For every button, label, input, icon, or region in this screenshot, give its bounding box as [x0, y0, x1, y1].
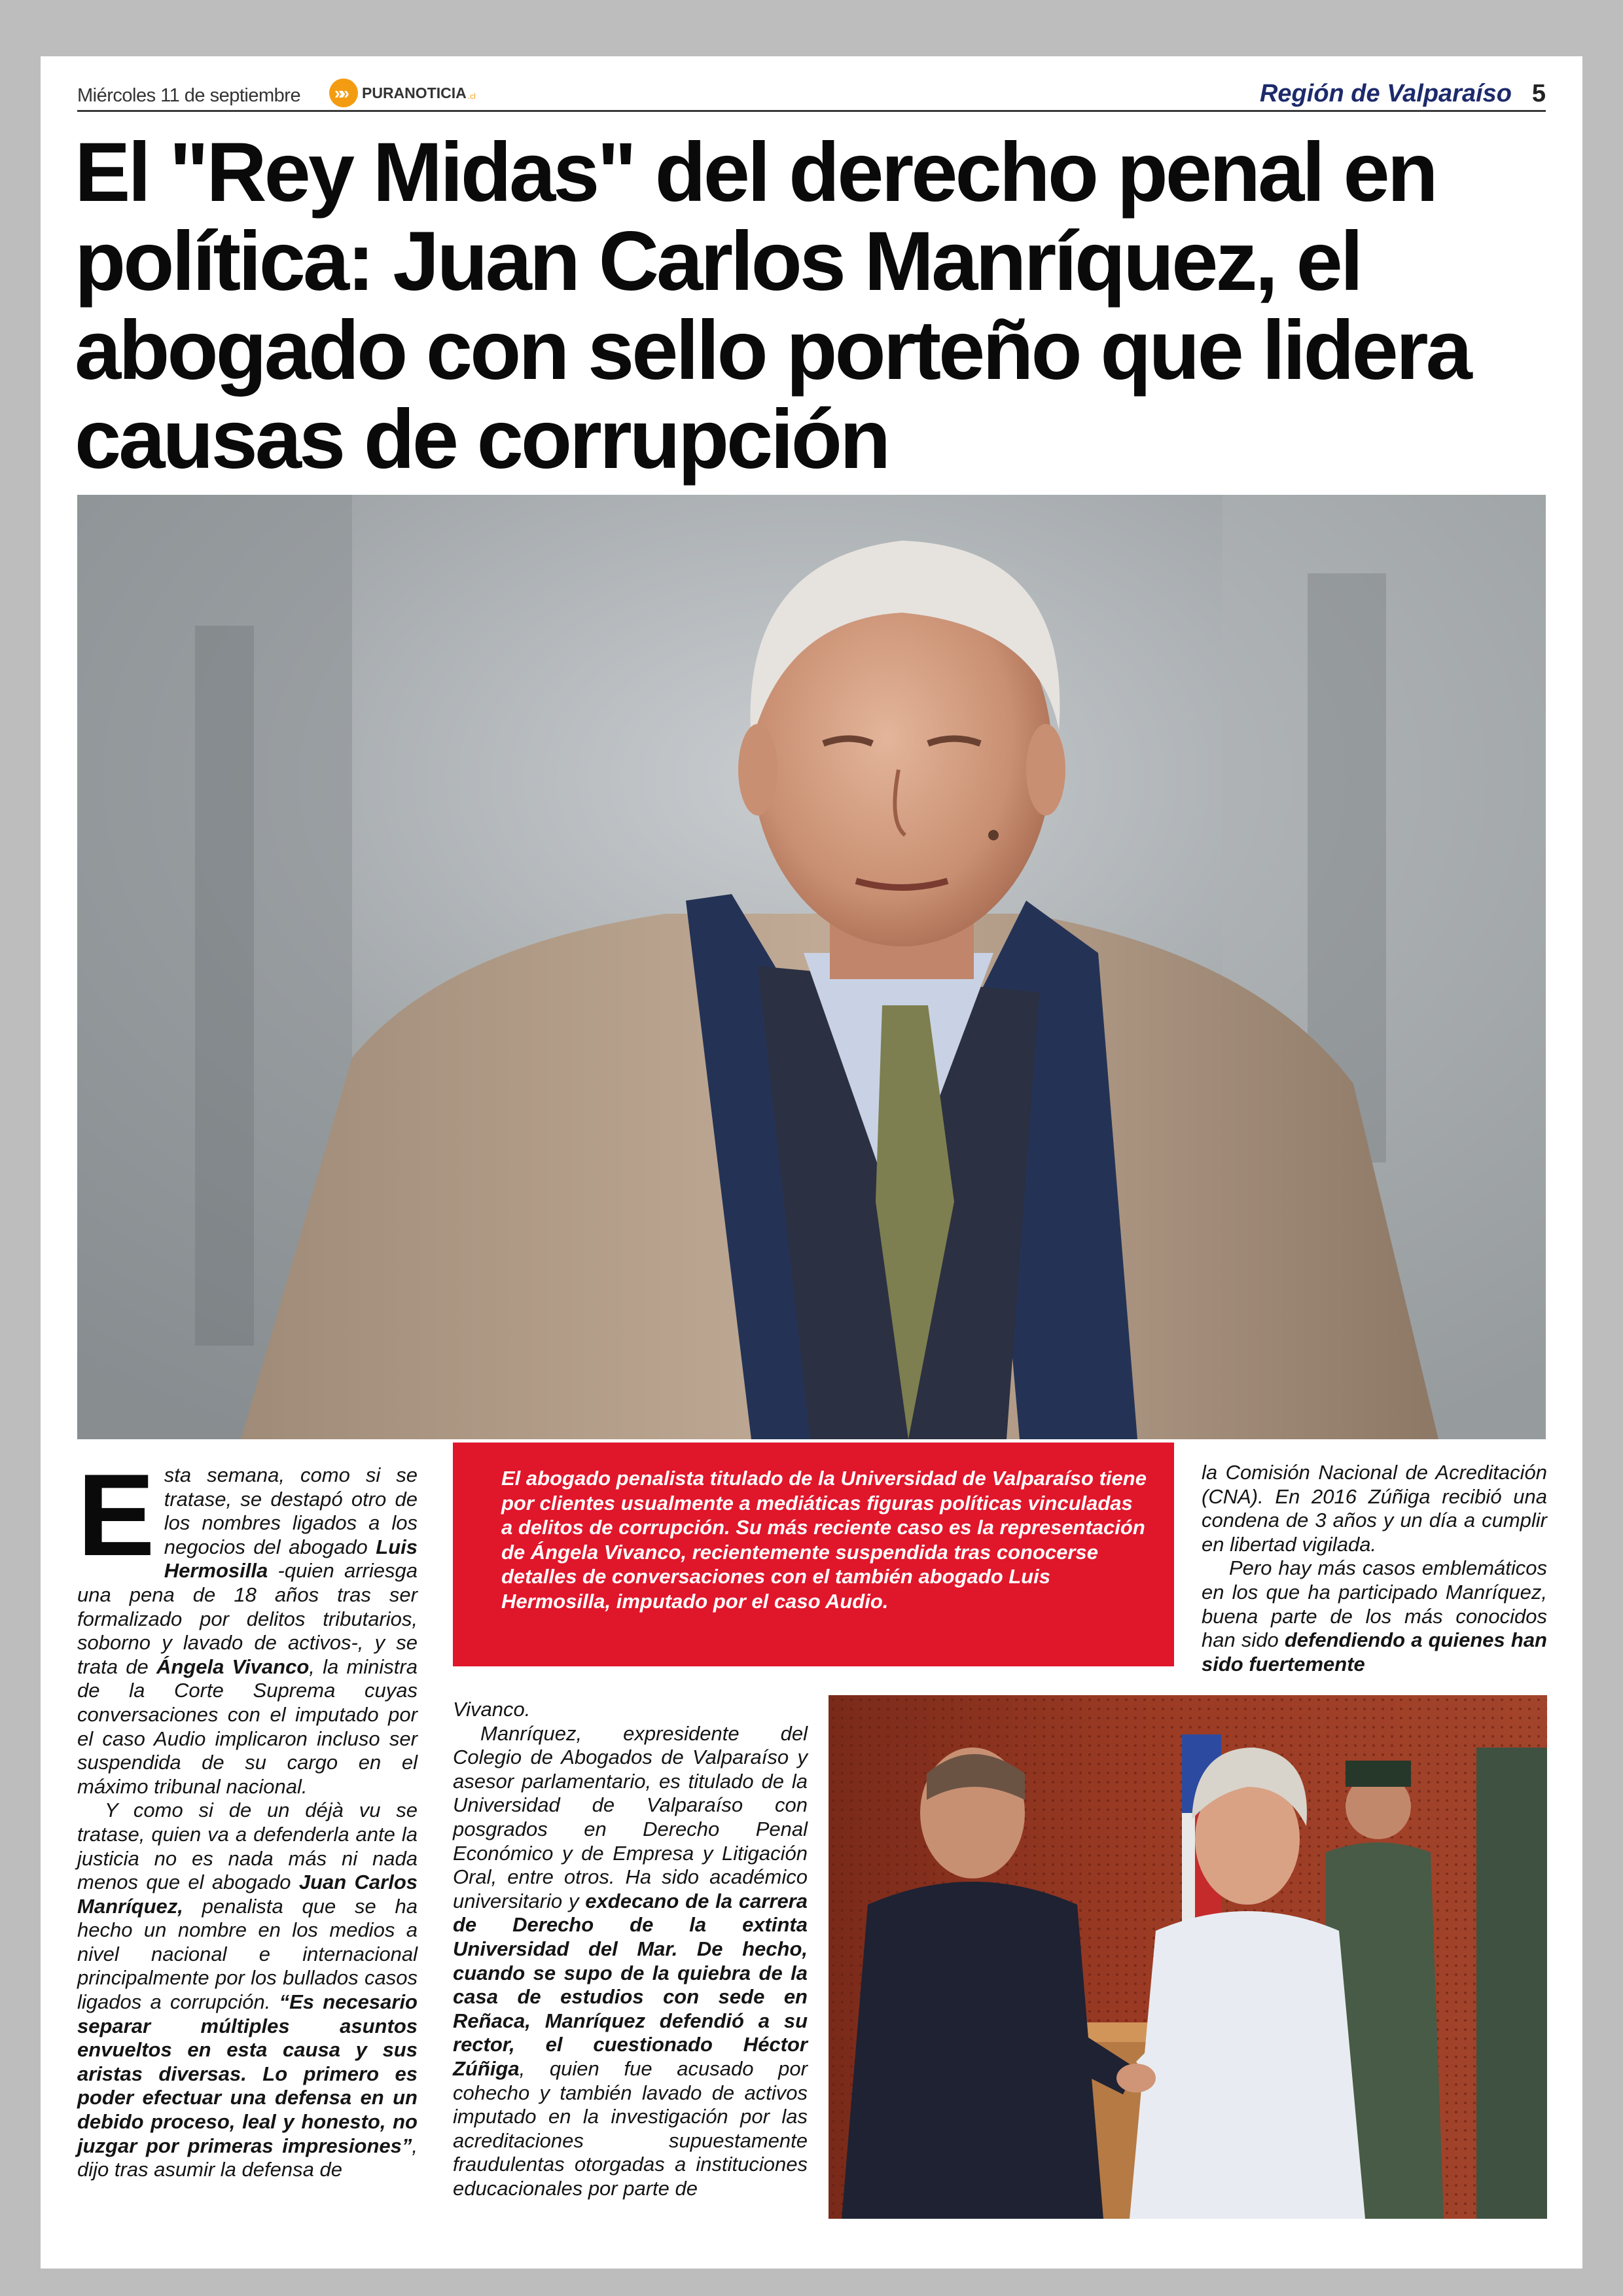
- main-photo: [77, 495, 1546, 1439]
- page-number: 5: [1531, 80, 1546, 107]
- article-column-1: [77, 1450, 418, 2182]
- person-name: Luis Hermosilla: [164, 1535, 418, 1583]
- paragraph-6: [1202, 1556, 1547, 1676]
- bold-run: exdecano de la carrera de Derecho de la extinta Universidad del Mar. De hecho, cuando se supo de la quiebra de la casa de estudios con sede en Reñaca, Manríquez defendió a su rector, el cuestionado Héctor Zúñiga: [453, 1889, 808, 2080]
- paragraph-5: la Comisión Nacional de Acreditación (CNA). En 2016 Zúñiga recibió una condena de 3 años y un día a cumplir en libertad vigilada.: [1202, 1461, 1547, 1556]
- text-run: Y como si de un déjà vu se tratase, quien va a defenderla ante la justicia no es nada más ni nada menos que el abogado: [77, 1799, 418, 1894]
- brand-tld: .cl: [467, 92, 476, 101]
- page-header: [77, 69, 1546, 112]
- paragraph-2: [77, 1799, 418, 2182]
- text-run: Manríquez, expresidente del Colegio de Abogados de Valparaíso y asesor parlamentario, es titulado de la Universidad de Valparaíso con posgrados en Derecho Penal Económico y de Empresa y Litigación Oral, entre otros. Ha sido académico universitario y: [453, 1721, 808, 1912]
- paragraph-3: Vivanco.: [453, 1698, 531, 1721]
- brand-logo: [329, 79, 476, 107]
- text-run: , dijo tras asumir la defensa de: [77, 2134, 418, 2181]
- drop-cap: E: [77, 1450, 155, 1580]
- person-name: Ángela Vivanco: [156, 1655, 310, 1678]
- section-title: Región de Valparaíso: [1259, 80, 1512, 107]
- highlight-callout: El abogado penalista titulado de la Universidad de Valparaíso tiene por clientes usualmente a mediáticas figuras políticas vinculadas a delitos de corrupción. Su más reciente caso es la representación de Ángela Vivanco, recientemente suspendida tras conocerse detalles de conversaciones con el también abogado Luis Hermosilla, imputado por el caso Audio.: [453, 1443, 1174, 1666]
- paragraph-4: [453, 1722, 808, 2201]
- issue-date: Miércoles 11 de septiembre: [77, 85, 301, 106]
- article-column-2: [453, 1698, 808, 2200]
- text-run: Pero hay más casos emblemáticos en los que ha participado Manríquez, buena parte de los más conocidos han sido: [1202, 1556, 1547, 1652]
- handshake-photo: [829, 1695, 1547, 2219]
- text-run: sta semana, como si se tratase, se destapó otro de los nombres ligados a los negocios del abogado: [164, 1463, 418, 1558]
- text-run: , la ministra de la Corte Suprema cuyas conversaciones con el imputado por el caso Audio implicaron incluso ser suspendida de su cargo en el máximo tribunal nacional.: [77, 1655, 418, 1798]
- headline: El "Rey Midas" del derecho penal en política: Juan Carlos Manríquez, el abogado con sello porteño que lidera causas de corrupción: [75, 126, 1470, 486]
- text-run: , quien fue acusado por cohecho y también lavado de activos imputado en la investigación por las acreditaciones supuestamente fraudulentas otorgadas a instituciones educacionales por parte de: [453, 2056, 808, 2200]
- brand-name: PURANOTICIA: [362, 84, 467, 101]
- text-run: penalista que se ha hecho un nombre en los medios a nivel nacional e internacional principalmente por los bullados casos ligados a corrupción.: [77, 1894, 418, 2014]
- bold-run: defendiendo a quienes han sido fuertemente: [1202, 1628, 1547, 1676]
- article-column-3: [1202, 1461, 1547, 1676]
- chevrons-logo-icon: »»: [329, 79, 358, 107]
- newspaper-page: [41, 56, 1582, 2269]
- quote: “Es necesario separar múltiples asuntos envueltos en esta causa y sus aristas diversas. Lo primero es poder efectuar una defensa en un debido proceso, leal y honesto, no juzgar por primeras impresiones”: [77, 1990, 418, 2157]
- person-name: Juan Carlos Manríquez,: [77, 1871, 418, 1918]
- text-run: -quien arriesga una pena de 18 años tras ser formalizado por delitos tributarios, soborno y lavado de activos-, y se trata de: [77, 1559, 418, 1678]
